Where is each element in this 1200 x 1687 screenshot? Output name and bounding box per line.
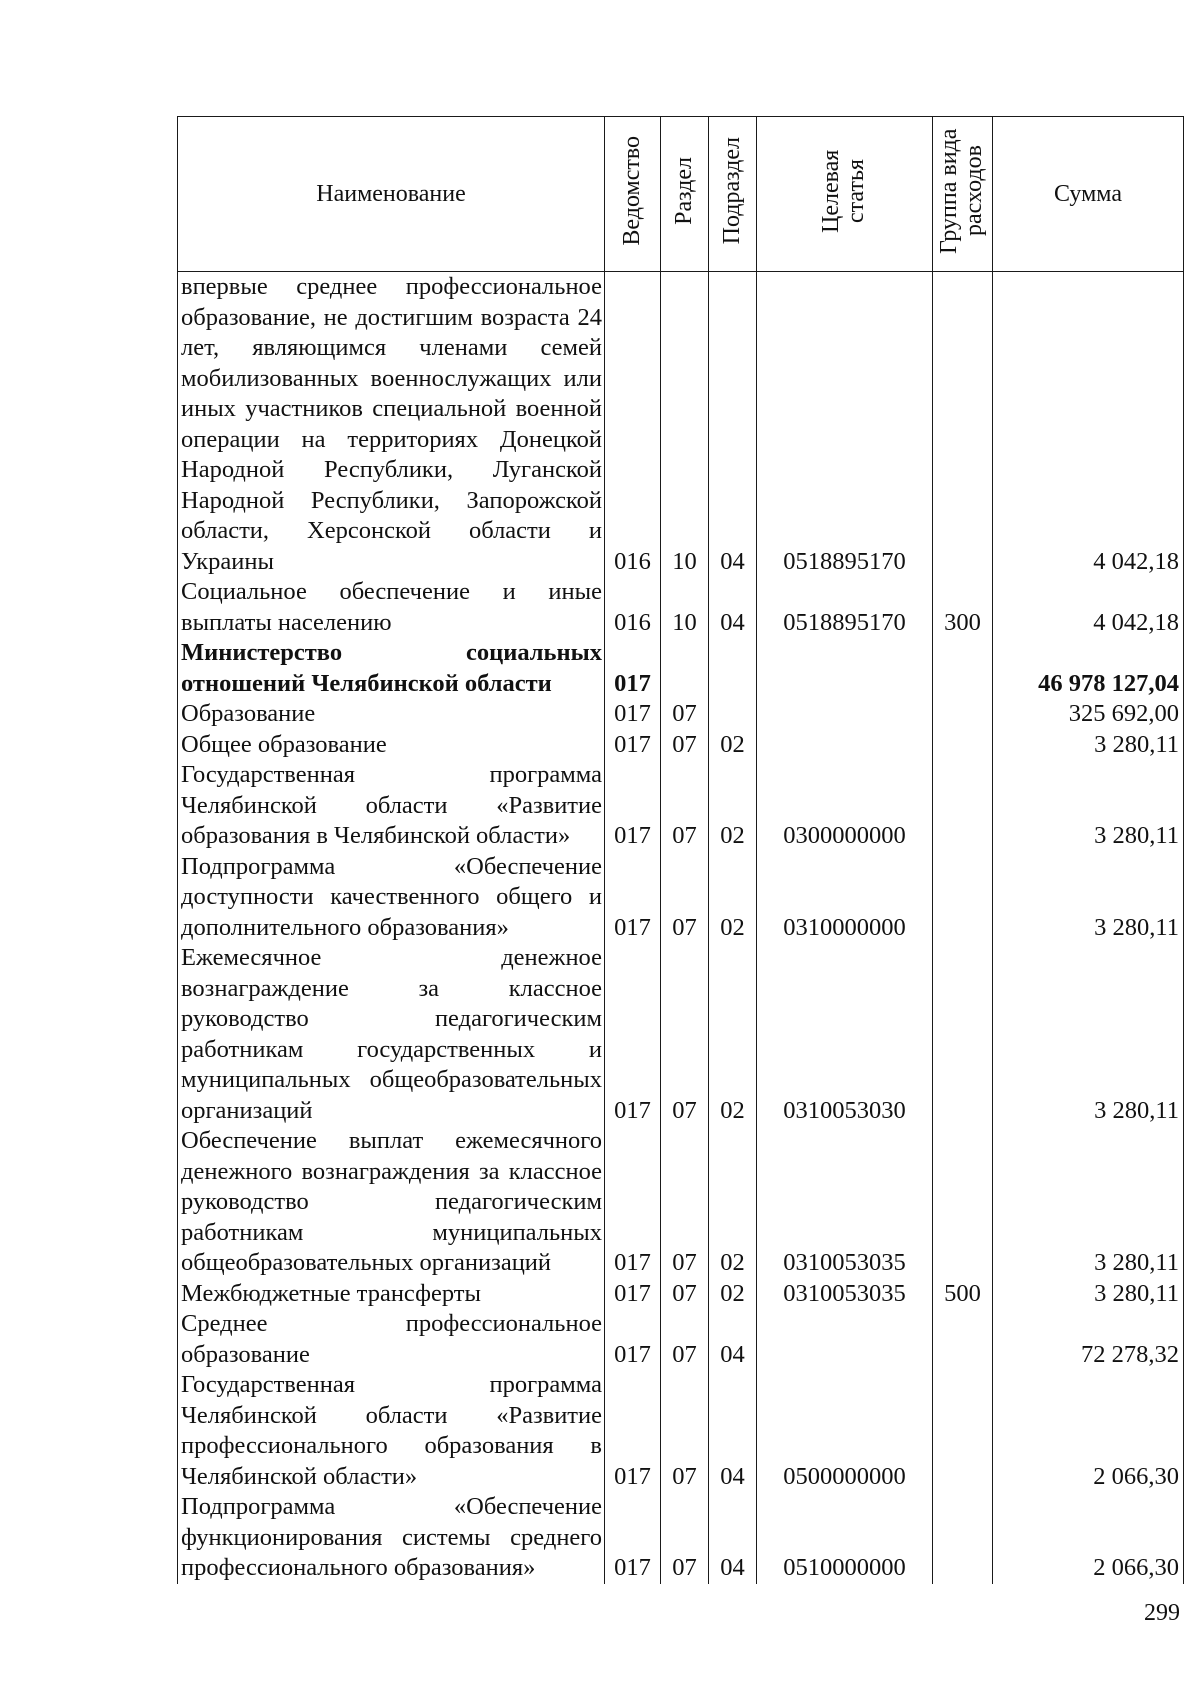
table-body [178, 272, 1184, 1584]
cell-pod: 04 [709, 1370, 757, 1492]
cell-cel: 0310053030 [757, 943, 933, 1126]
cell-grp [933, 1309, 993, 1370]
cell-ved: 016 [605, 577, 661, 638]
cell-sum: 3 280,11 [993, 852, 1184, 944]
cell-cel [757, 1309, 933, 1370]
cell-pod: 04 [709, 577, 757, 638]
table-row [178, 1370, 1184, 1492]
cell-raz: 07 [661, 1279, 709, 1310]
cell-grp [933, 1126, 993, 1279]
table-row [178, 272, 1184, 578]
table-row [178, 1492, 1184, 1584]
cell-pod: 02 [709, 943, 757, 1126]
cell-cel: 0518895170 [757, 577, 933, 638]
cell-name: Межбюджетные трансферты [178, 1279, 605, 1310]
cell-grp [933, 1370, 993, 1492]
cell-ved: 017 [605, 699, 661, 730]
cell-name: Государственная программа Челябинской области «Развитие образования в Челябинской области» [178, 760, 605, 852]
cell-grp [933, 943, 993, 1126]
cell-pod [709, 699, 757, 730]
table-header [178, 117, 1184, 272]
table-row [178, 638, 1184, 699]
cell-grp: 300 [933, 577, 993, 638]
cell-ved: 017 [605, 730, 661, 761]
cell-grp [933, 699, 993, 730]
cell-grp [933, 760, 993, 852]
cell-sum: 3 280,11 [993, 730, 1184, 761]
cell-raz: 07 [661, 1126, 709, 1279]
table-row [178, 1279, 1184, 1310]
cell-pod: 02 [709, 730, 757, 761]
cell-grp [933, 272, 993, 578]
cell-cel: 0310000000 [757, 852, 933, 944]
cell-raz: 07 [661, 730, 709, 761]
cell-cel: 0310053035 [757, 1126, 933, 1279]
cell-cel: 0518895170 [757, 272, 933, 578]
cell-cel: 0500000000 [757, 1370, 933, 1492]
cell-sum: 3 280,11 [993, 1126, 1184, 1279]
header-razdel: Раздел [661, 117, 709, 272]
cell-sum: 2 066,30 [993, 1370, 1184, 1492]
cell-name: Социальное обеспечение и иные выплаты населению [178, 577, 605, 638]
header-summa: Сумма [993, 117, 1184, 272]
cell-ved: 017 [605, 1126, 661, 1279]
cell-name: Общее образование [178, 730, 605, 761]
cell-cel: 0300000000 [757, 760, 933, 852]
cell-raz: 07 [661, 760, 709, 852]
cell-pod: 02 [709, 760, 757, 852]
cell-name: Ежемесячное денежное вознаграждение за классное руководство педагогическим работникам государственных и муниципальных общеобразовательных организаций [178, 943, 605, 1126]
cell-sum: 46 978 127,04 [993, 638, 1184, 699]
table-row [178, 1126, 1184, 1279]
cell-pod [709, 638, 757, 699]
cell-sum: 3 280,11 [993, 760, 1184, 852]
cell-name: Подпрограмма «Обеспечение функционирования системы среднего профессионального образования» [178, 1492, 605, 1584]
cell-pod: 04 [709, 1492, 757, 1584]
page-number: 299 [1144, 1600, 1180, 1626]
cell-cel: 0310053035 [757, 1279, 933, 1310]
cell-cel [757, 699, 933, 730]
cell-pod: 04 [709, 272, 757, 578]
cell-raz [661, 638, 709, 699]
header-vedomstvo: Ведомство [605, 117, 661, 272]
cell-ved: 017 [605, 1492, 661, 1584]
budget-table [177, 116, 1184, 1584]
cell-ved: 017 [605, 943, 661, 1126]
cell-raz: 07 [661, 699, 709, 730]
cell-ved: 017 [605, 1309, 661, 1370]
cell-name: Министерство социальных отношений Челябинской области [178, 638, 605, 699]
cell-grp [933, 730, 993, 761]
table-row [178, 577, 1184, 638]
cell-ved: 017 [605, 760, 661, 852]
table-row [178, 1309, 1184, 1370]
table-row [178, 760, 1184, 852]
cell-pod: 02 [709, 852, 757, 944]
cell-raz: 07 [661, 852, 709, 944]
cell-raz: 07 [661, 943, 709, 1126]
header-podrazdel: Подраздел [709, 117, 757, 272]
cell-ved: 017 [605, 638, 661, 699]
cell-sum: 4 042,18 [993, 272, 1184, 578]
header-name: Наименование [178, 117, 605, 272]
cell-sum: 4 042,18 [993, 577, 1184, 638]
cell-name: Среднее профессиональное образование [178, 1309, 605, 1370]
cell-pod: 04 [709, 1309, 757, 1370]
table-row [178, 852, 1184, 944]
cell-sum: 2 066,30 [993, 1492, 1184, 1584]
cell-ved: 017 [605, 852, 661, 944]
cell-sum: 72 278,32 [993, 1309, 1184, 1370]
cell-raz: 07 [661, 1370, 709, 1492]
cell-name: впервые среднее профессиональное образование, не достигшим возраста 24 лет, являющимся членами семей мобилизованных военнослужащих или иных участников специальной военной операции на территориях Донецкой Народной Республики, Луганской Народной Республики, Запорожской области, Херсонской области и Украины [178, 272, 605, 578]
cell-raz: 07 [661, 1492, 709, 1584]
cell-raz: 07 [661, 1309, 709, 1370]
cell-sum: 325 692,00 [993, 699, 1184, 730]
cell-grp [933, 852, 993, 944]
header-celevaya: Целевая статья [757, 117, 933, 272]
cell-pod: 02 [709, 1126, 757, 1279]
cell-sum: 3 280,11 [993, 943, 1184, 1126]
cell-cel: 0510000000 [757, 1492, 933, 1584]
cell-name: Подпрограмма «Обеспечение доступности качественного общего и дополнительного образования» [178, 852, 605, 944]
cell-cel [757, 730, 933, 761]
cell-name: Государственная программа Челябинской области «Развитие профессионального образования в Челябинской области» [178, 1370, 605, 1492]
cell-raz: 10 [661, 577, 709, 638]
cell-grp [933, 1492, 993, 1584]
cell-sum: 3 280,11 [993, 1279, 1184, 1310]
table-row [178, 730, 1184, 761]
cell-grp: 500 [933, 1279, 993, 1310]
cell-name: Обеспечение выплат ежемесячного денежного вознаграждения за классное руководство педагогическим работникам муниципальных общеобразовательных организаций [178, 1126, 605, 1279]
cell-name: Образование [178, 699, 605, 730]
cell-grp [933, 638, 993, 699]
cell-ved: 017 [605, 1370, 661, 1492]
cell-raz: 10 [661, 272, 709, 578]
cell-pod: 02 [709, 1279, 757, 1310]
cell-ved: 017 [605, 1279, 661, 1310]
header-gruppa: Группа вида расходов [933, 117, 993, 272]
table-row [178, 699, 1184, 730]
cell-ved: 016 [605, 272, 661, 578]
cell-cel [757, 638, 933, 699]
table-row [178, 943, 1184, 1126]
